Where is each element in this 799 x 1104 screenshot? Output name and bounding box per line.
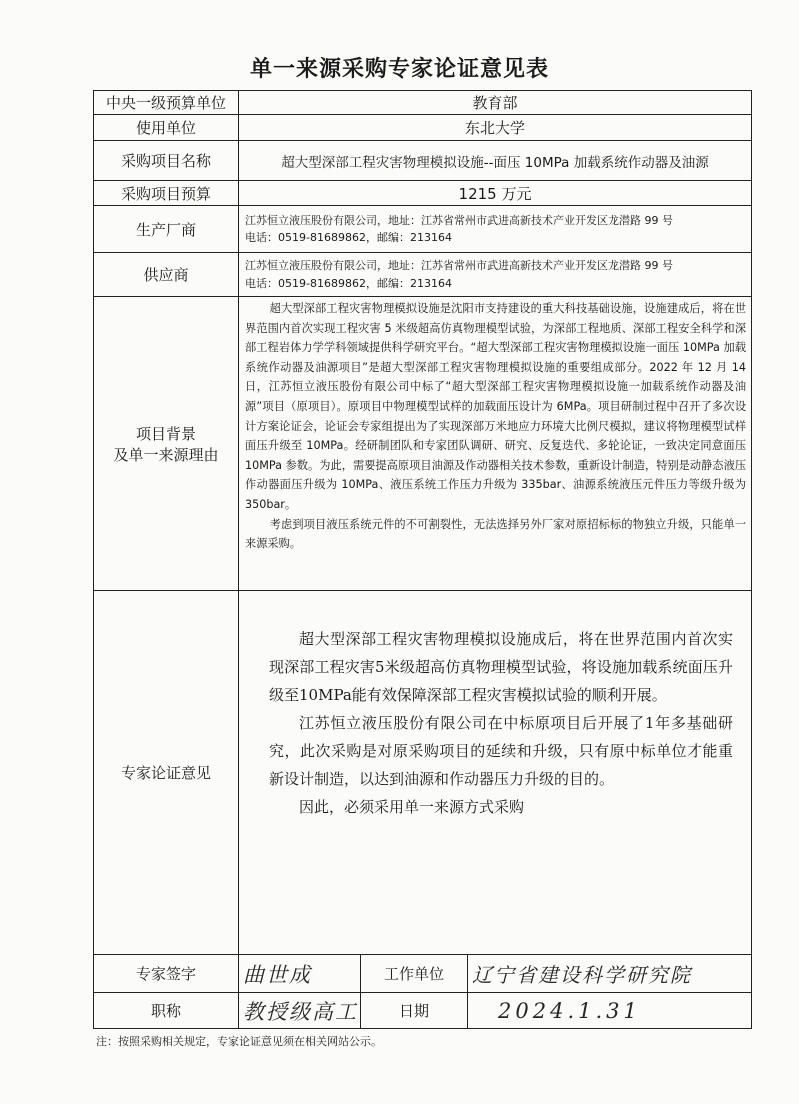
background-label bbox=[94, 297, 239, 591]
manufacturer-address: 江苏恒立液压股份有限公司，地址：江苏省常州市武进高新技术产业开发区龙潜路 99 号 bbox=[245, 213, 673, 227]
supplier-value bbox=[239, 253, 752, 297]
row-project-budget bbox=[94, 181, 752, 206]
project-name-label: 采购项目名称 bbox=[94, 141, 239, 181]
row-budget-unit bbox=[94, 91, 752, 115]
work-unit-handwritten: 辽宁省建设科学研究院 bbox=[468, 955, 752, 993]
row-supplier bbox=[94, 253, 752, 297]
supplier-contact: 电话：0519-81689862，邮编：213164 bbox=[245, 276, 452, 290]
supplier-address: 江苏恒立液压股份有限公司，地址：江苏省常州市武进高新技术产业开发区龙潜路 99 号 bbox=[245, 259, 673, 273]
opinion-form-table bbox=[93, 90, 752, 1029]
project-name-value: 超大型深部工程灾害物理模拟设施--面压 10MPa 加载系统作动器及油源 bbox=[239, 141, 752, 181]
project-budget-value: 1215 万元 bbox=[239, 181, 752, 206]
project-budget-label: 采购项目预算 bbox=[94, 181, 239, 206]
expert-signature: 曲世成 bbox=[239, 955, 361, 993]
expert-opinion-text bbox=[239, 591, 752, 955]
background-paragraph-2: 考虑到项目液压系统元件的不可割裂性，无法选择另外厂家对原招标标的物独立升级，只能单一来源采购。 bbox=[245, 517, 747, 551]
row-title-date bbox=[94, 993, 752, 1029]
row-expert-opinion bbox=[94, 591, 752, 955]
opinion-paragraph-2: 江苏恒立液压股份有限公司在中标原项目后开展了1年多基础研究，此次采购是对原采购项目的延续和升级，只有原中标单位才能重新设计制造，以达到油源和作动器压力升级的目的。 bbox=[269, 714, 734, 788]
title-label: 职称 bbox=[94, 993, 239, 1029]
work-unit-label: 工作单位 bbox=[361, 955, 468, 993]
background-label-line2: 及单一来源理由 bbox=[113, 445, 219, 464]
row-background bbox=[94, 297, 752, 591]
background-label-line1: 项目背景 bbox=[135, 424, 196, 443]
opinion-paragraph-3: 因此，必须采用单一来源方式采购 bbox=[299, 798, 525, 816]
background-text bbox=[239, 297, 752, 591]
row-signature bbox=[94, 955, 752, 993]
budget-unit-value: 教育部 bbox=[239, 91, 752, 115]
manufacturer-value bbox=[239, 206, 752, 253]
row-manufacturer bbox=[94, 206, 752, 253]
footnote: 注：按照采购相关规定，专家论证意见须在相关网站公示。 bbox=[96, 1035, 382, 1048]
date-label: 日期 bbox=[361, 993, 468, 1029]
manufacturer-label: 生产厂商 bbox=[94, 206, 239, 253]
opinion-paragraph-1: 超大型深部工程灾害物理模拟设施成后，将在世界范围内首次实现深部工程灾害5米级超高仿真物理模型试验，将设施加载系统面压升级至10MPa能有效保障深部工程灾害模拟试验的顺利开展。 bbox=[269, 630, 734, 704]
title-handwritten: 教授级高工 bbox=[239, 993, 361, 1029]
budget-unit-label: 中央一级预算单位 bbox=[94, 91, 239, 115]
row-project-name bbox=[94, 141, 752, 181]
expert-signature-label: 专家签字 bbox=[94, 955, 239, 993]
expert-opinion-label: 专家论证意见 bbox=[94, 591, 239, 955]
background-paragraph-1: 超大型深部工程灾害物理模拟设施是沈阳市支持建设的重大科技基础设施，设施建成后，将在世界范围内首次实现工程灾害 5 米级超高仿真物理模型试验，为深部工程地质、深部工程安全科学和深部工程岩体力学学科领域提供科学研究平台。“超大型深部工程灾害物理模拟设施一面压 10MPa 加载系统作动器及油源项目”是超大型深部工程灾害物理模拟设施的重要组成部分。2022 年 12 月 14 日，江苏恒立液压股份有限公司中标了“超大型深部工程灾害物理模拟设施一加载系统作动器及油源”项目（原项目）。原项目中物理模型试样的加载面压设计为 6MPa。项目研制过程中召开了多次设计方案论证会，论证会专家组提出为了实现深部万米地应力环境大比例尺模拟，建议将物理模型试样面压升级至 10MPa。经研制团队和专家团队调研、研究、反复迭代、多轮论证，一致决定同意面压 10MPa 参数。为此，需要提高原项目油源及作动器相关技术参数，重新设计制造，特别是动静态液压作动器面压升级为 10MPa、液压系统工作压力升级为 335bar、油源系统液压元件压力等级升级为 350bar。 bbox=[245, 302, 747, 511]
using-unit-label: 使用单位 bbox=[94, 115, 239, 141]
date-handwritten: 2024.1.31 bbox=[468, 993, 752, 1029]
form-title: 单一来源采购专家论证意见表 bbox=[249, 57, 549, 82]
using-unit-value: 东北大学 bbox=[239, 115, 752, 141]
supplier-label: 供应商 bbox=[94, 253, 239, 297]
row-using-unit bbox=[94, 115, 752, 141]
manufacturer-contact: 电话：0519-81689862，邮编：213164 bbox=[245, 231, 452, 244]
